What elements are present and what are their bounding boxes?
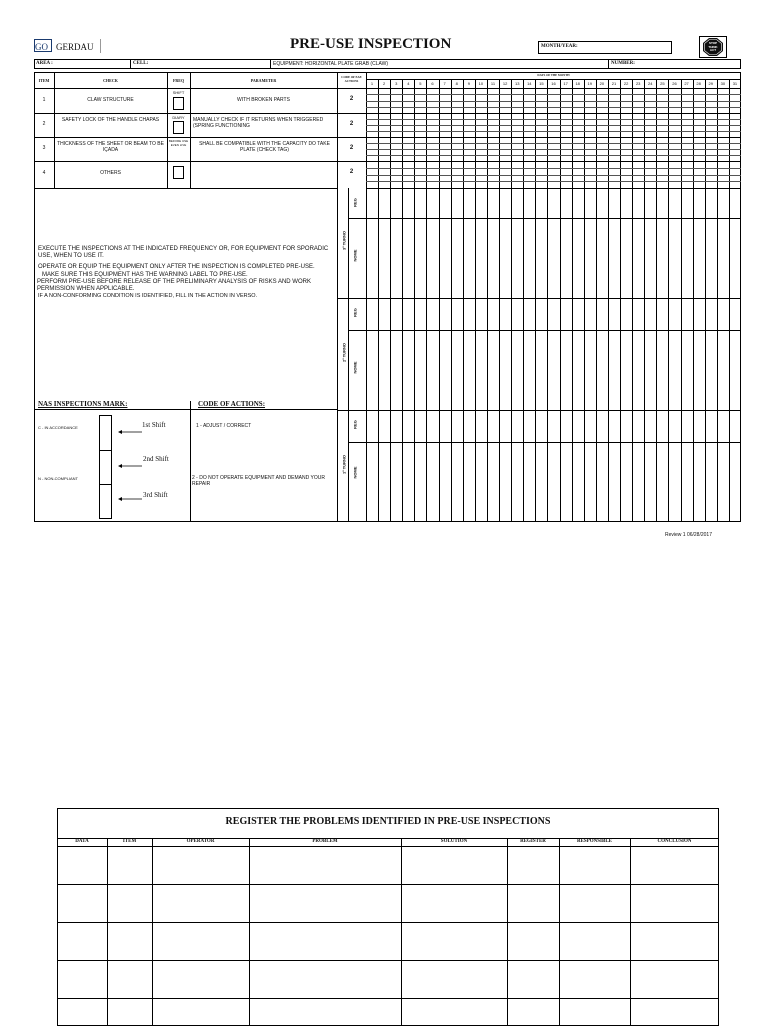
col-item: ITEM: [38, 78, 50, 83]
row3-freq: BEFORE USE EVEN LIVE: [168, 139, 189, 147]
day-header: 3: [395, 81, 398, 86]
logo-code: GO: [35, 42, 48, 52]
instructions: [35, 246, 335, 300]
row1-item: 1: [42, 97, 46, 103]
instruction-1: EXECUTE THE INSPECTIONS AT THE INDICATED FREQUENCY OR, FOR EQUIPMENT FOR SPORADIC USE, WHEN TO USE IT.: [38, 246, 329, 259]
days-grid: [366, 72, 741, 522]
shift-1-mark-label: 1st Shift: [142, 421, 166, 429]
action-2: 2 - DO NOT OPERATE EQUIPMENT AND DEMAND YOUR REPAIR: [192, 475, 325, 487]
day-header: 31: [732, 81, 738, 86]
day-header: 2: [383, 81, 386, 86]
day-header: 25: [660, 81, 665, 86]
row2-code: 2: [349, 121, 354, 127]
register-col-header: ITEM: [122, 839, 137, 844]
day-header: 16: [551, 81, 556, 86]
day-header: 29: [708, 81, 713, 86]
mark-c-label: C - IN ACCORDANCE: [38, 425, 78, 430]
row1-check: CLAW STRUCTURE: [87, 97, 134, 103]
row1-code: 2: [349, 96, 354, 102]
arrow-1st-shift-head: [118, 430, 122, 434]
number-label[interactable]: NUMBER:: [611, 61, 635, 66]
stop-sign-line-1: STOP: [708, 41, 718, 45]
day-header: 11: [490, 81, 496, 86]
action-1: 1 - ADJUST / CORRECT: [196, 423, 252, 429]
shift-3-turn: 3º TURNO: [341, 230, 347, 251]
day-header: 26: [672, 81, 677, 86]
col-parameter: PARAMETER: [250, 78, 277, 83]
register-col-header: REGISTER: [520, 839, 546, 844]
register-col-header: DATA: [75, 839, 89, 844]
col-freq: FREQ: [172, 78, 185, 83]
shift-2-turn: 2º TURNO: [341, 342, 347, 363]
shift-3-name: NOME: [352, 249, 358, 262]
instruction-5: IF A NON-CONFORMING CONDITION IS IDENTIFIED, FILL IN THE ACTION IN VERSO.: [38, 293, 258, 299]
stop-sign-line-3: ACT: [709, 48, 717, 52]
day-header: 9: [467, 81, 470, 86]
day-header: 22: [623, 81, 629, 86]
row3-parameter: SHALL BE COMPATIBLE WITH THE CAPACITY DO TAKE PLATE (CHECK TAG): [199, 141, 330, 153]
arrow-3rd-shift-head: [118, 497, 122, 501]
day-header: 5: [419, 81, 422, 86]
instruction-2: OPERATE OR EQUIP THE EQUIPMENT ONLY AFTER THE INSPECTION IS COMPLETED PRE-USE.: [38, 264, 315, 270]
shift-1-name: NOME: [352, 466, 358, 479]
day-header: 21: [611, 81, 617, 86]
row4-check: OTHERS: [100, 170, 121, 176]
row2-freq: DIARY: [172, 115, 185, 120]
row1-parameter: WITH BROKEN PARTS: [237, 97, 290, 103]
register-col-header: RESPONSIBLE: [576, 839, 612, 844]
register-grid: [57, 838, 719, 1026]
shift-2-reg: REG: [352, 308, 358, 317]
col-code: CODE OF EAE ACTIONS: [341, 75, 362, 83]
day-header: 4: [407, 81, 410, 86]
register-col-header: SOLUTION: [440, 839, 468, 844]
register-col-header: CONCLUSION: [657, 839, 692, 844]
row2-check: SAFETY LOCK OF THE HANDLE CHAPAS: [61, 117, 160, 123]
shift-3-section: [337, 188, 366, 298]
mark-box: [99, 415, 112, 519]
day-header: 28: [696, 81, 701, 86]
instruction-4: PERFORM PRE-USE BEFORE RELEASE OF THE PRELIMINARY ANALYSIS OF RISKS AND WORK PERMISSION WHEN APPLICABLE.: [37, 279, 311, 292]
day-header: 13: [514, 81, 520, 86]
month-year-label: MONTH/YEAR:: [541, 44, 578, 49]
shift-3-mark-label: 3rd Shift: [143, 491, 168, 499]
day-header: 27: [684, 81, 689, 86]
day-header: 23: [635, 81, 641, 86]
cell-label[interactable]: CELL:: [133, 61, 149, 66]
shift-1-reg: REG: [352, 420, 358, 429]
col-check: CHECK: [103, 78, 118, 83]
day-header: 19: [587, 81, 592, 86]
stop-sign-line-2: THINK: [708, 44, 718, 49]
day-header: 15: [539, 81, 544, 86]
marks-title: NAS INSPECTIONS MARK:: [38, 400, 128, 408]
day-header: 17: [563, 81, 568, 86]
day-header: 10: [478, 81, 484, 86]
equipment-label: EQUIPMENT: HORIZONTAL PLATE GRAB (CLAW): [273, 61, 389, 67]
row4-item: 4: [42, 170, 46, 176]
register-col-header: OPERATOR: [186, 839, 215, 844]
shift-1-turn: 1º TURNO: [341, 454, 347, 475]
shift-1-section: [337, 410, 366, 522]
row3-code: 2: [349, 145, 354, 151]
shift-2-section: [337, 298, 366, 410]
day-header: 24: [648, 81, 653, 86]
row1-freq-checkbox[interactable]: [173, 97, 184, 110]
row2-parameter: MANUALLY CHECK IF IT RETURNS WHEN TRIGGERED (SPRING FUNCTIONING: [193, 117, 324, 129]
stop-sign-icon: [699, 36, 727, 58]
shift-3-reg: REG: [352, 198, 358, 207]
row4-freq-checkbox[interactable]: [173, 166, 184, 179]
row2-freq-checkbox[interactable]: [173, 121, 184, 134]
day-header: 7: [443, 81, 446, 86]
company-name: GERDAU: [56, 42, 94, 52]
row2-item: 2: [42, 121, 46, 127]
day-header: 1: [370, 81, 374, 86]
row1-freq: SHIFT: [172, 90, 185, 95]
area-label[interactable]: AREA :: [36, 61, 53, 66]
register-title: REGISTER THE PROBLEMS IDENTIFIED IN PRE-USE INSPECTIONS: [225, 816, 551, 827]
day-header: 12: [502, 81, 508, 86]
day-header: 30: [720, 81, 726, 86]
row3-check: THICKNESS OF THE SHEET OR BEAM TO BE IÇADA: [57, 141, 164, 153]
day-header: 18: [575, 81, 580, 86]
review-label: Review 1 06/28/2017: [665, 532, 712, 538]
arrow-2nd-shift-head: [118, 464, 122, 468]
row3-item: 3: [42, 145, 46, 151]
actions-title: CODE OF ACTIONS:: [198, 400, 266, 408]
day-header: 14: [527, 81, 532, 86]
day-header: 6: [431, 81, 434, 86]
mark-n-label: N - NON-COMPLIANT: [38, 476, 78, 481]
day-header: 20: [599, 81, 605, 86]
register-col-header: PROBLEM: [312, 839, 338, 844]
days-title: DAYS OF THE MONTH: [537, 73, 570, 77]
shift-2-mark-label: 2nd Shift: [143, 455, 169, 463]
shift-2-name: NOME: [352, 361, 358, 374]
page-title: PRE-USE INSPECTION: [290, 36, 452, 52]
row4-code: 2: [349, 169, 354, 175]
day-header: 8: [455, 81, 458, 86]
instruction-3: MAKE SURE THIS EQUIPMENT HAS THE WARNING LABEL TO PRE-USE.: [42, 272, 248, 278]
